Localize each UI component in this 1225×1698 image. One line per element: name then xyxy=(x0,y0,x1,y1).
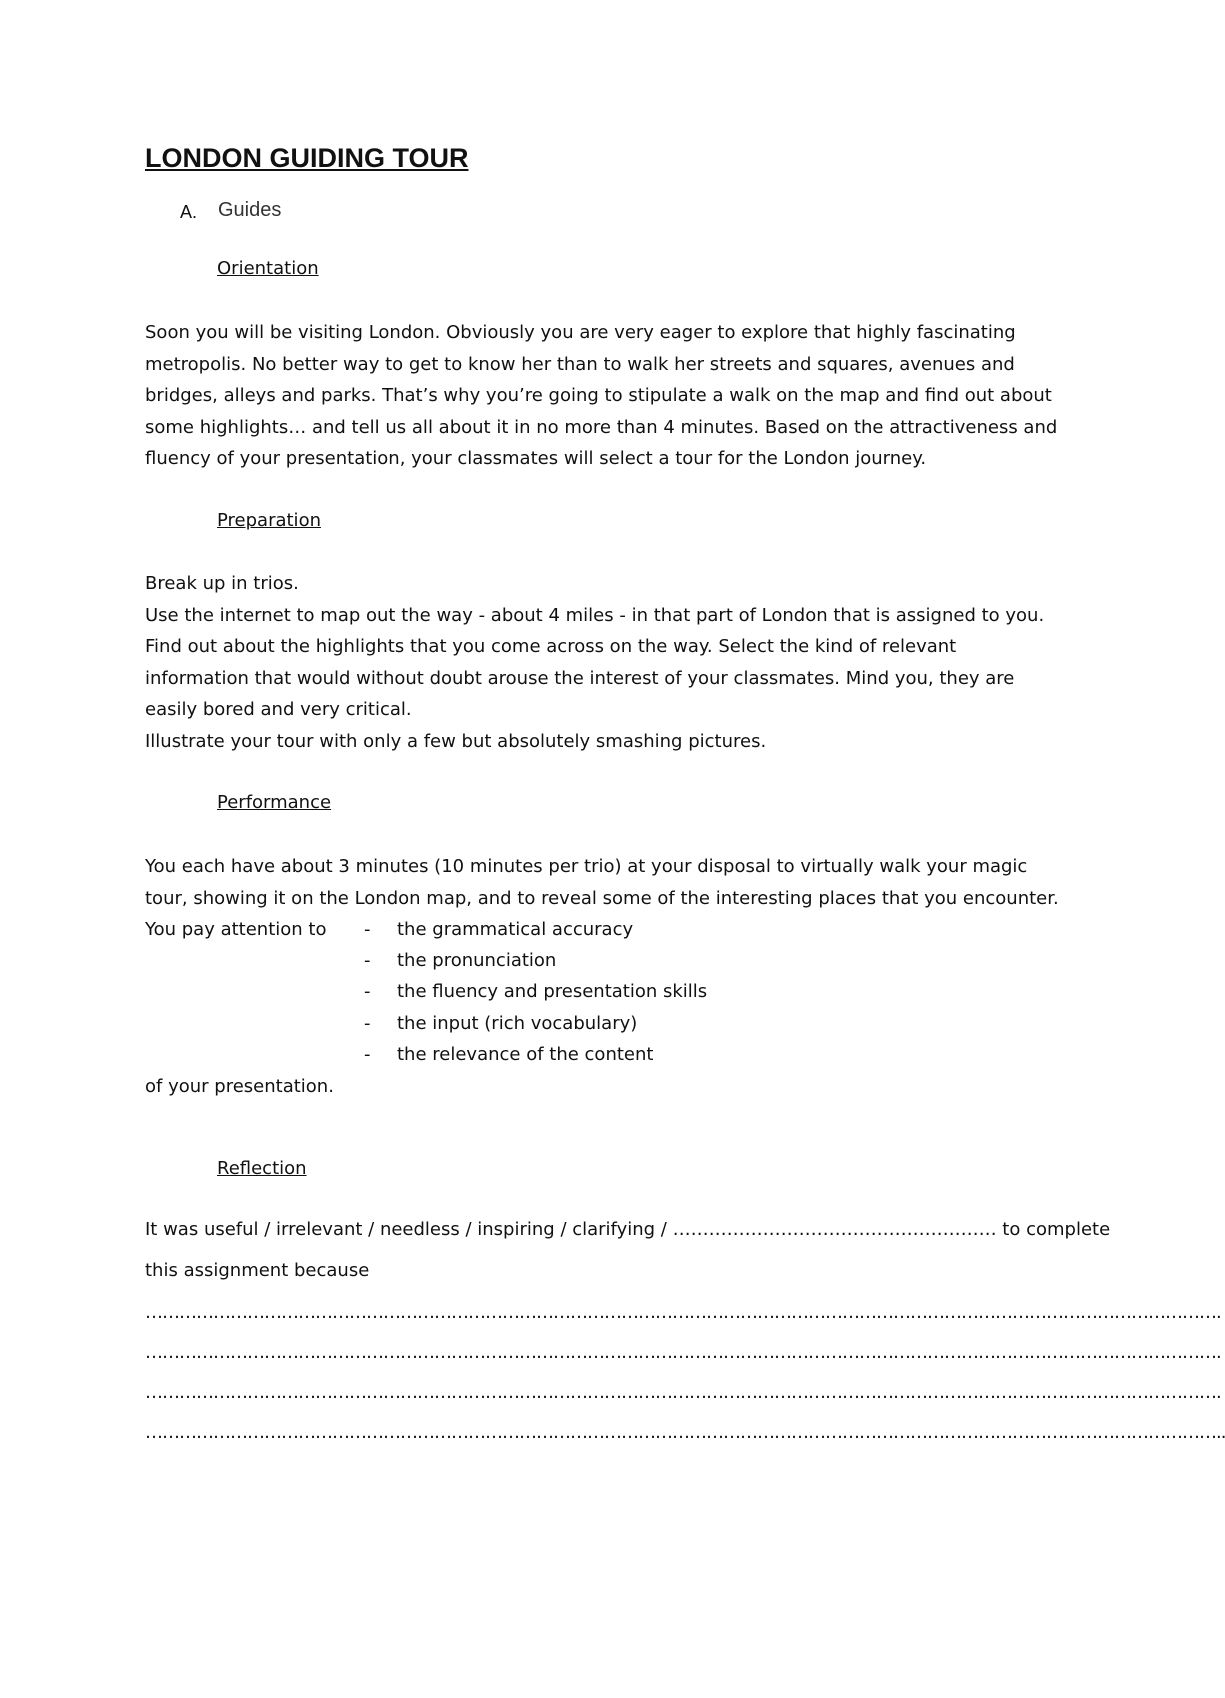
paragraph-line: fluency of your presentation, your classmates will select a tour for the London journey. xyxy=(145,448,927,469)
paragraph-line: Break up in trios. xyxy=(145,573,299,594)
answer-dotted-line: ……………………………………………………………………………………………………………………………………………………………………….. xyxy=(145,1422,1225,1443)
orientation-heading: Orientation xyxy=(217,258,319,279)
list-bullet: - xyxy=(364,950,371,971)
performance-heading: Performance xyxy=(217,792,332,813)
attention-label: You pay attention to xyxy=(145,919,327,940)
list-bullet: - xyxy=(364,1013,371,1034)
performance-closing: of your presentation. xyxy=(145,1076,334,1097)
answer-dotted-line: ………………………………………………………………………………………………………………………………………………………………………. xyxy=(145,1342,1221,1363)
paragraph-line: metropolis. No better way to get to know her than to walk her streets and squares, avenues and xyxy=(145,353,1015,375)
paragraph-line: Soon you will be visiting London. Obviously you are very eager to explore that highly fascinating xyxy=(145,322,1016,343)
paragraph-line: information that would without doubt arouse the interest of your classmates. Mind you, they are xyxy=(145,667,1015,689)
section-marker: A. xyxy=(180,202,198,222)
preparation-heading: Preparation xyxy=(217,510,321,531)
paragraph-line: Find out about the highlights that you come across on the way. Select the kind of relevant xyxy=(145,636,957,657)
reflection-heading: Reflection xyxy=(217,1158,307,1179)
paragraph-line: Use the internet to map out the way - about 4 miles - in that part of London that is assigned to you. xyxy=(145,604,1045,626)
paragraph-line: tour, showing it on the London map, and to reveal some of the interesting places that you encounter. xyxy=(145,887,1059,909)
list-item: the relevance of the content xyxy=(397,1044,654,1065)
reflection-line-1: It was useful / irrelevant / needless / inspiring / clarifying / ……………………………………………… to complete xyxy=(145,1219,1111,1240)
list-item: the input (rich vocabulary) xyxy=(397,1013,638,1034)
paragraph-line: bridges, alleys and parks. That’s why you’re going to stipulate a walk on the map and find out about xyxy=(145,385,1052,406)
list-item: the fluency and presentation skills xyxy=(397,981,708,1002)
list-bullet: - xyxy=(364,981,371,1002)
paragraph-line: You each have about 3 minutes (10 minutes per trio) at your disposal to virtually walk your magic xyxy=(145,856,1028,877)
preparation-paragraph xyxy=(145,568,1085,757)
document-title: LONDON GUIDING TOUR xyxy=(145,143,469,173)
paragraph-line: some highlights… and tell us all about it in no more than 4 minutes. Based on the attractiveness and xyxy=(145,416,1058,438)
list-item: the grammatical accuracy xyxy=(397,919,634,940)
orientation-paragraph xyxy=(145,317,1085,475)
list-bullet: - xyxy=(364,919,371,940)
section-title: Guides xyxy=(218,199,282,221)
answer-dotted-line: ………………………………………………………………………………………………………………………………………………………………………. xyxy=(145,1302,1221,1323)
paragraph-line: easily bored and very critical. xyxy=(145,699,412,720)
list-item: the pronunciation xyxy=(397,950,557,971)
reflection-line-2: this assignment because xyxy=(145,1260,370,1281)
performance-paragraph xyxy=(145,851,1085,914)
paragraph-line: Illustrate your tour with only a few but absolutely smashing pictures. xyxy=(145,730,767,752)
answer-dotted-line: ………………………………………………………………………………………………………………………………………………………………………. xyxy=(145,1382,1221,1403)
list-bullet: - xyxy=(364,1044,371,1065)
